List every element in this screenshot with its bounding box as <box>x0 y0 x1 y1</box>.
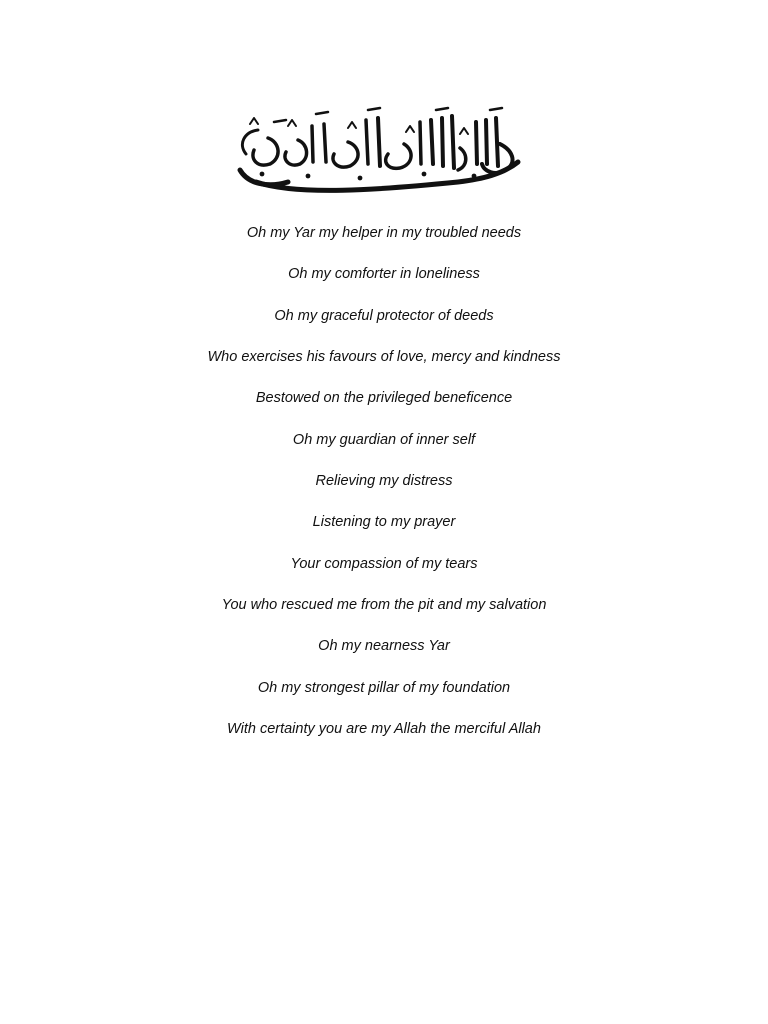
poem-line: Bestowed on the privileged beneficence <box>255 390 513 407</box>
poem-line: You who rescued me from the pit and my salvation <box>221 597 547 614</box>
poem <box>0 222 768 759</box>
poem-line: Oh my nearness Yar <box>318 638 450 655</box>
poem-line: Relieving my distress <box>315 473 453 490</box>
poem-line: Oh my comforter in loneliness <box>288 266 480 283</box>
bismillah-calligraphy <box>228 104 528 196</box>
bismillah-calligraphy-image <box>228 104 528 196</box>
poem-line: Oh my strongest pillar of my foundation <box>257 679 511 696</box>
poem-line: Listening to my prayer <box>312 514 456 531</box>
poem-line: Oh my Yar my helper in my troubled needs <box>246 225 522 241</box>
poem-line: With certainty you are my Allah the merciful Allah <box>227 721 541 738</box>
poem-line: Oh my guardian of inner self <box>292 431 476 448</box>
poem-line: Who exercises his favours of love, mercy and kindness <box>207 349 561 366</box>
poem-line: Oh my graceful protector of deeds <box>274 307 494 324</box>
poem-line: Your compassion of my tears <box>290 555 478 572</box>
